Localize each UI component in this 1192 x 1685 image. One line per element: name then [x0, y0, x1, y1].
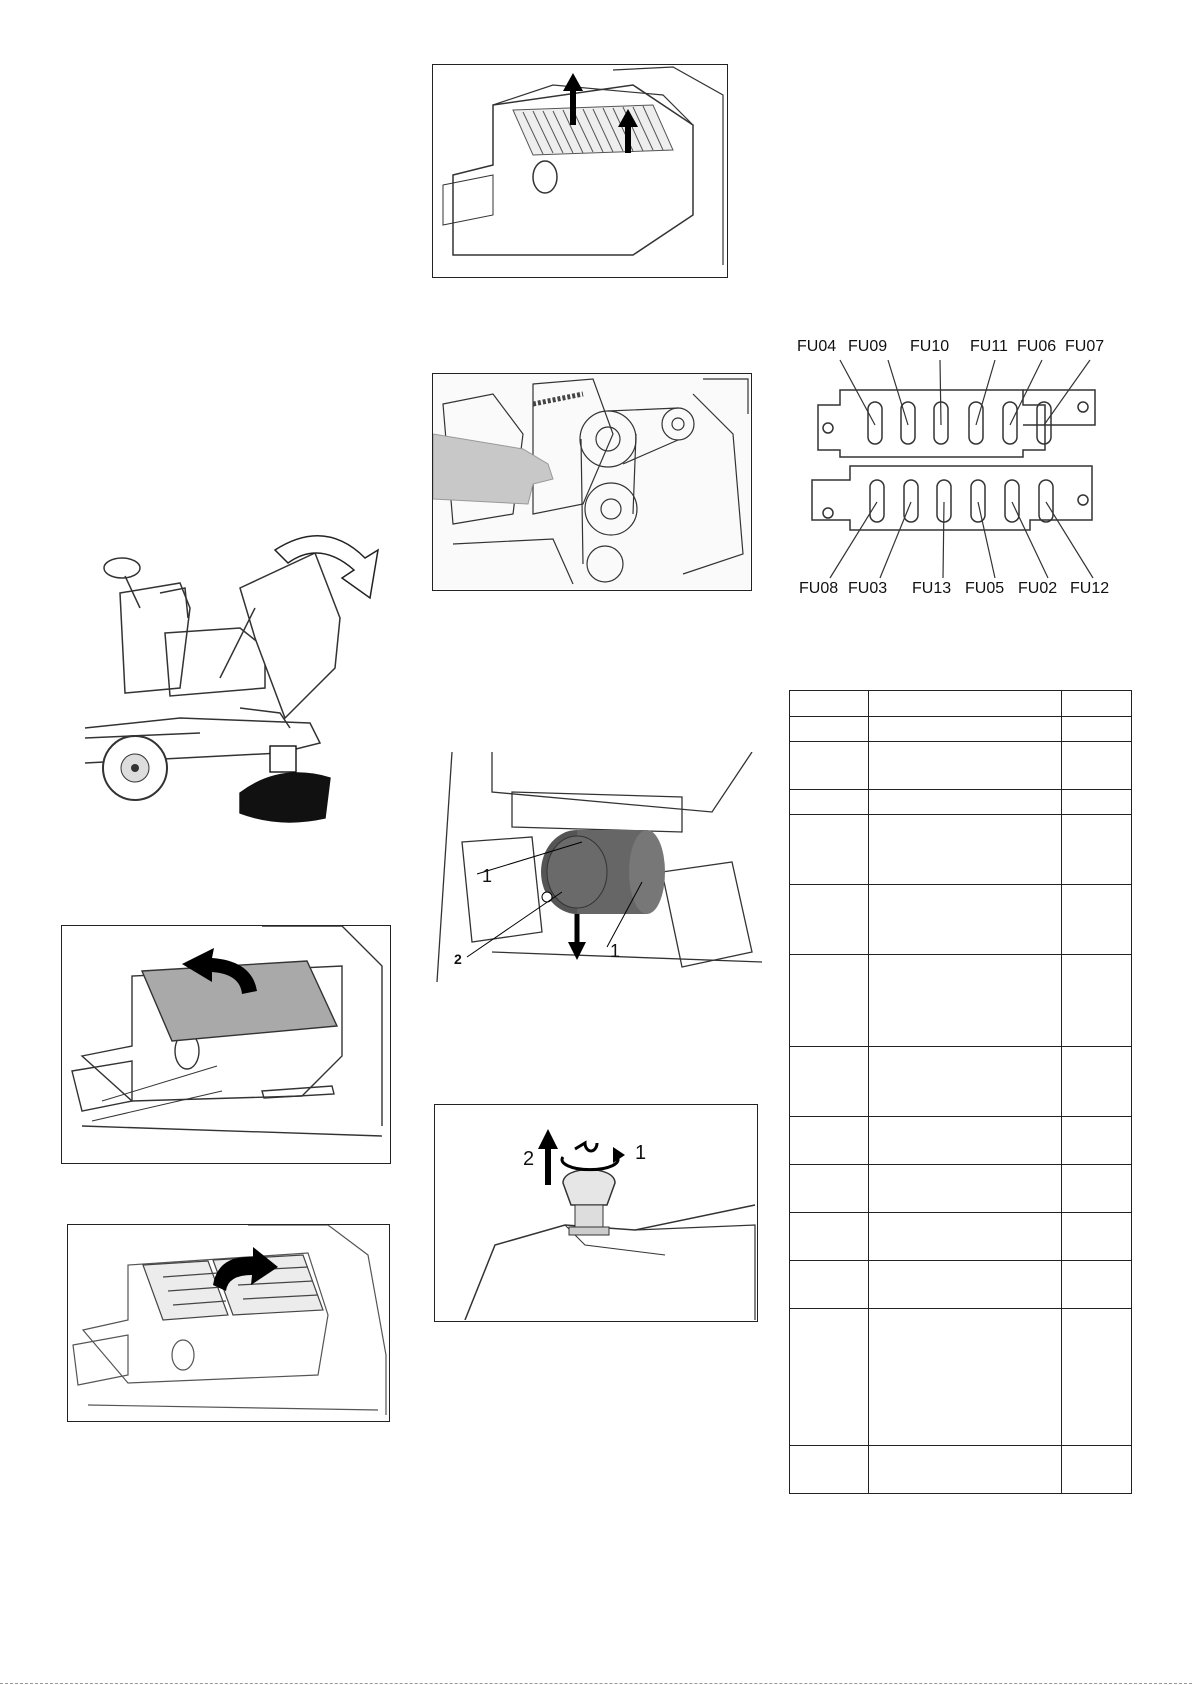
fuse-label-bottom-6: FU12 — [1070, 580, 1110, 597]
table-row — [790, 742, 1132, 790]
table-row — [790, 790, 1132, 815]
table-row — [790, 955, 1132, 1047]
fuse-label-top-4: FU11 — [970, 338, 1008, 355]
table-row — [790, 717, 1132, 742]
fuse-label-bottom-4: FU05 — [965, 580, 1005, 597]
table-row — [790, 1261, 1132, 1309]
figure-filter-lift — [432, 64, 728, 278]
figure-filter-cap — [434, 1104, 758, 1322]
table-row — [790, 1446, 1132, 1494]
figure-top-cover-tilt — [61, 925, 391, 1164]
fuse-label-bottom-2: FU03 — [848, 580, 888, 597]
fuse-label-bottom-3: FU13 — [912, 580, 952, 597]
fuse-label-top-1: FU04 — [797, 338, 837, 355]
callout-1-top: 1 — [482, 866, 493, 886]
fuse-label-top-3: FU10 — [910, 338, 950, 355]
table-row — [790, 1213, 1132, 1261]
table-row — [790, 885, 1132, 955]
arrow-up-icon — [538, 1129, 558, 1185]
figure-filter-frame-flip — [67, 1224, 390, 1422]
rotate-arrow-icon — [562, 1143, 625, 1170]
callout-2: 2 — [454, 951, 462, 967]
fuse-label-bottom-5: FU02 — [1018, 580, 1058, 597]
callout-1-bottom: 1 — [610, 941, 621, 961]
table-row — [790, 815, 1132, 885]
table-row — [790, 691, 1132, 717]
table-row — [790, 1117, 1132, 1165]
fuse-label-top-2: FU09 — [848, 338, 888, 355]
fuse-block-diagram — [790, 330, 1110, 610]
callout-2: 2 — [523, 1148, 535, 1170]
arrow-down-icon — [568, 914, 586, 960]
callout-1: 1 — [635, 1142, 647, 1164]
table-row — [790, 1309, 1132, 1446]
figure-side-cover-open — [80, 518, 390, 838]
figure-air-filter — [432, 752, 762, 984]
fuse-label-bottom-1: FU08 — [799, 580, 839, 597]
fuse-label-top-6: FU07 — [1065, 338, 1105, 355]
figure-engine-belt — [432, 373, 752, 591]
fuse-spec-table — [789, 690, 1132, 1494]
page-bottom-rule — [0, 1683, 1192, 1684]
table-row — [790, 1047, 1132, 1117]
table-row — [790, 1165, 1132, 1213]
fuse-label-top-5: FU06 — [1017, 338, 1057, 355]
